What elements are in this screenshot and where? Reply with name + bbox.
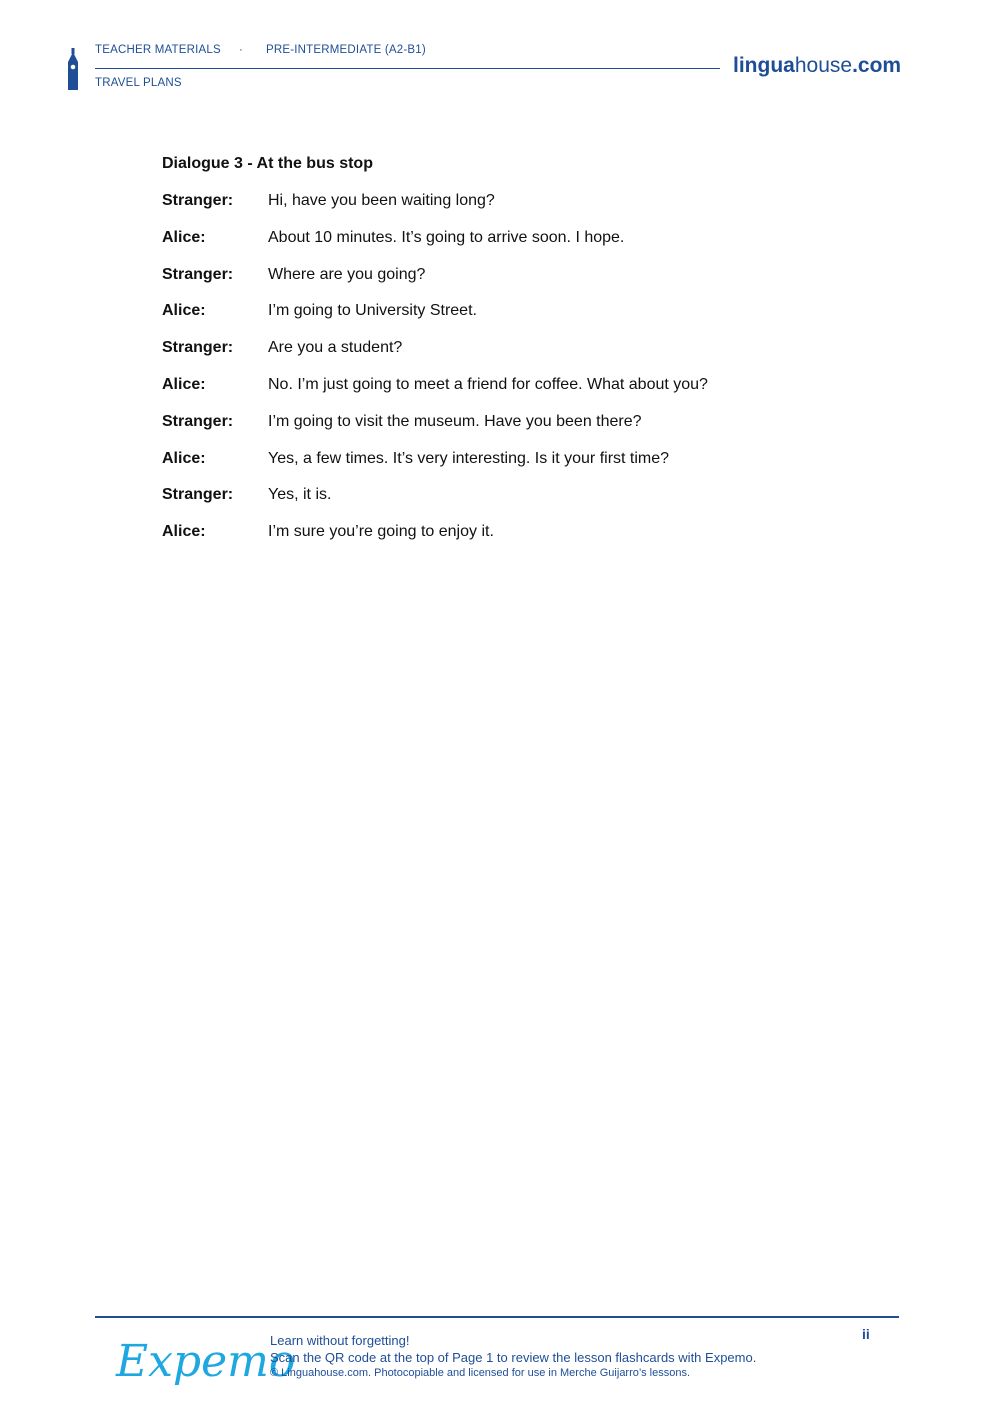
footer-divider [95,1316,899,1318]
dialogue-line [162,374,862,411]
brand-bold: lingua [733,54,795,77]
speaker: Stranger: [162,339,234,357]
dialogue-line [162,190,862,227]
speaker: Stranger: [162,192,234,209]
dialogue-line [162,411,862,448]
header-divider [95,68,720,69]
speaker: Alice: [162,302,206,320]
page-header [0,0,1000,110]
utterance: Hi, have you been waiting long? [268,192,495,209]
brand-suffix: .com [852,54,902,77]
footer-copyright: © Linguahouse.com. Photocopiable and licensed for use in Merche Guijarro’s lessons. [270,1367,691,1379]
utterance: Yes, it is. [268,486,332,504]
dialogue-title: Dialogue 3 - At the bus stop [162,155,373,172]
linguahouse-logo[interactable] [733,54,901,78]
brand-light: house [794,54,853,77]
speaker: Alice: [162,449,206,467]
dialogue-line [162,264,862,301]
speaker: Alice: [162,375,206,393]
utterance: About 10 minutes. It’s going to arrive soon. I hope. [268,228,625,246]
utterance: Are you a student? [268,339,403,357]
header-level: PRE-INTERMEDIATE (A2-B1) [266,44,426,56]
utterance: I’m going to visit the museum. Have you been there? [268,412,642,430]
dialogue-lines [162,190,862,558]
speaker: Alice: [162,523,206,541]
footer-instruction: Scan the QR code at the top of Page 1 to review the lesson flashcards with Expemo. [270,1350,757,1365]
dialogue-line [162,300,862,337]
expemo-logo[interactable] [114,1326,296,1396]
speaker: Stranger: [162,486,234,504]
big-ben-tower-icon [66,48,80,90]
footer-tagline: Learn without forgetting! [270,1333,410,1348]
dialogue-line [162,337,862,374]
dialogue-line [162,521,862,558]
speaker: Alice: [162,228,206,246]
speaker: Stranger: [162,265,234,283]
page-number: ii [862,1326,870,1342]
expemo-logo-text: Expemo [116,1336,296,1387]
dialogue-line [162,227,862,264]
speaker: Stranger: [162,412,234,430]
utterance: I’m sure you’re going to enjoy it. [268,523,494,541]
header-topic: TRAVEL PLANS [95,77,182,89]
utterance: No. I’m just going to meet a friend for coffee. What about you? [268,375,708,393]
utterance: I’m going to University Street. [268,302,477,320]
utterance: Where are you going? [268,265,426,283]
dialogue-line [162,448,862,485]
utterance: Yes, a few times. It’s very interesting. Is it your first time? [268,449,670,467]
dialogue-line [162,484,862,521]
header-separator: · [239,44,244,56]
header-category: TEACHER MATERIALS [95,44,221,56]
